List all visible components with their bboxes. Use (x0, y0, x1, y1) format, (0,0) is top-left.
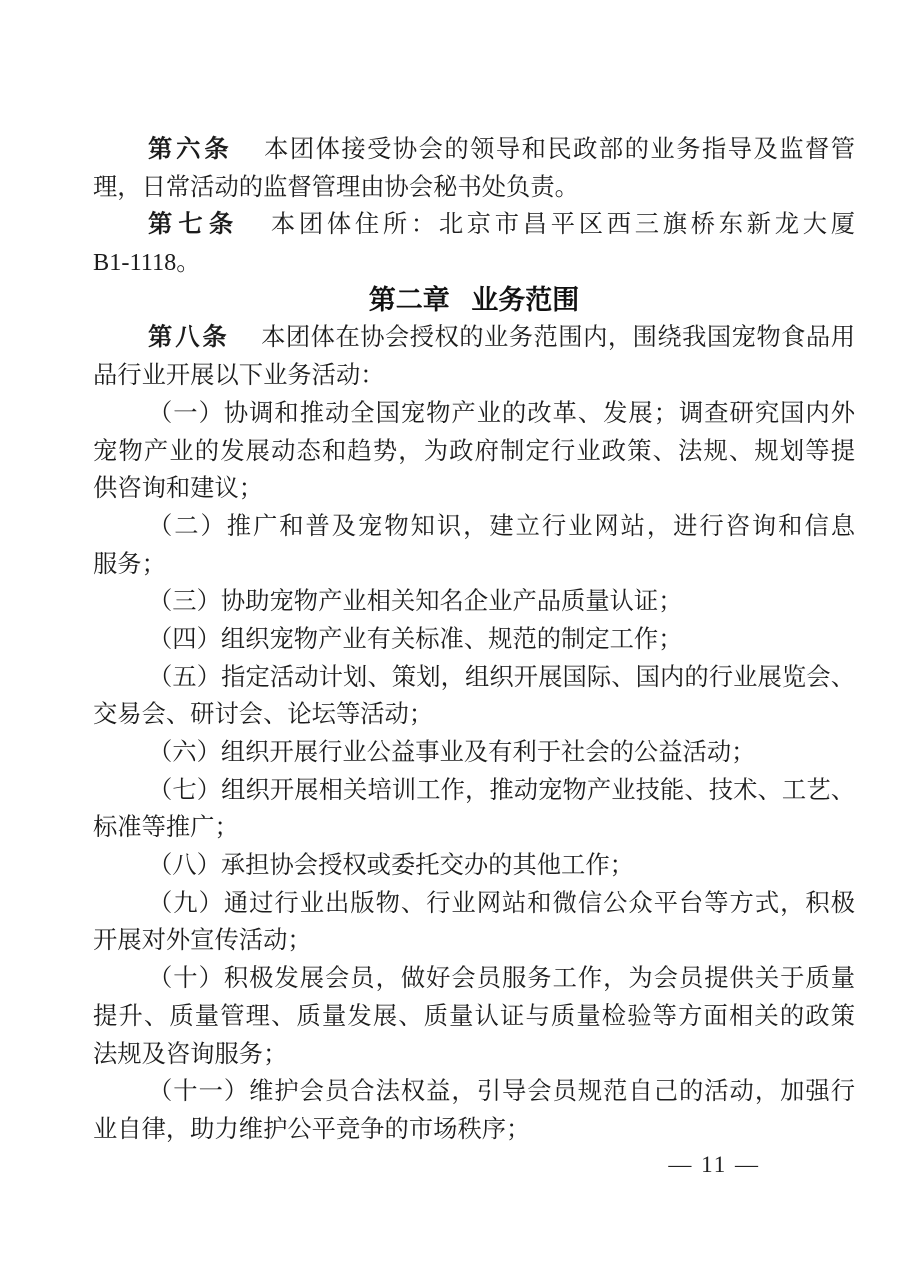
line-text: （十）积极发展会员，做好会员服务工作，为会员提供关于质量 (148, 965, 855, 993)
item-5-line-2 (93, 696, 855, 734)
line-text: （二）推广和普及宠物知识，建立行业网站，进行咨询和信息 (148, 512, 855, 540)
article-7-label: 第七条 (148, 211, 240, 239)
article-8-label: 第八条 (148, 324, 230, 352)
line-text: （五）指定活动计划、策划，组织开展国际、国内的行业展览会、 (148, 663, 855, 691)
article-7-line-1 (93, 206, 855, 244)
page-content (93, 131, 855, 1149)
item-8-line-1 (93, 847, 855, 885)
line-text: 供咨询和建议； (93, 475, 264, 503)
item-5-line-1 (93, 659, 855, 697)
line-text: 理，日常活动的监督管理由协会秘书处负责。 (93, 173, 579, 201)
item-10-line-1 (93, 960, 855, 998)
line-text: （十一）维护会员合法权益，引导会员规范自己的活动，加强行 (148, 1078, 855, 1106)
item-4-line-1 (93, 621, 855, 659)
item-1-line-3 (93, 470, 855, 508)
article-6-label: 第六条 (148, 136, 233, 163)
item-3-line-1 (93, 583, 855, 621)
page-number: — 11 — (668, 1152, 760, 1177)
chapter-title: 业务范围 (471, 284, 580, 315)
item-1-line-2 (93, 433, 855, 471)
chapter-number: 第二章 (368, 284, 450, 315)
line-text: （一）协调和推动全国宠物产业的改革、发展；调查研究国内外 (148, 399, 855, 427)
line-text: 本团体接受协会的领导和民政部的业务指导及监督管 (264, 136, 856, 163)
article-6-line-1 (93, 131, 855, 169)
item-7-line-2 (93, 809, 855, 847)
line-text: （四）组织宠物产业有关标准、规范的制定工作； (148, 625, 683, 653)
item-10-line-2 (93, 998, 855, 1036)
article-8-line-2 (93, 357, 855, 395)
line-text: （八）承担协会授权或委托交办的其他工作； (148, 852, 634, 880)
line-text: 提升、质量管理、质量发展、质量认证与质量检验等方面相关的政策 (93, 1002, 855, 1030)
item-1-line-1 (93, 395, 855, 433)
line-text: 品行业开展以下业务活动： (93, 362, 385, 390)
chapter-heading (93, 282, 855, 320)
line-text: B1-1118。 (93, 249, 201, 277)
line-text: 宠物产业的发展动态和趋势，为政府制定行业政策、法规、规划等提 (93, 437, 855, 465)
line-text: （六）组织开展行业公益事业及有利于社会的公益活动； (148, 739, 756, 766)
line-text: 标准等推广； (93, 814, 239, 842)
item-9-line-1 (93, 885, 855, 923)
item-10-line-3 (93, 1036, 855, 1074)
item-7-line-1 (93, 772, 855, 810)
line-text: （七）组织开展相关培训工作，推动宠物产业技能、技术、工艺、 (148, 776, 855, 804)
line-text: 本团体在协会授权的业务范围内，围绕我国宠物食品用 (261, 324, 855, 352)
line-text: 开展对外宣传活动； (93, 927, 312, 955)
line-text: 法规及咨询服务； (93, 1040, 288, 1068)
line-text: 本团体住所：北京市昌平区西三旗桥东新龙大厦 (270, 211, 856, 239)
item-9-line-2 (93, 922, 855, 960)
line-text: 交易会、研讨会、论坛等活动； (93, 701, 434, 729)
line-text: 业自律，助力维护公平竞争的市场秩序； (93, 1115, 531, 1143)
item-2-line-2 (93, 546, 855, 584)
article-8-line-1 (93, 319, 855, 357)
article-7-line-2 (93, 244, 855, 282)
item-6-line-1 (93, 734, 855, 772)
line-text: （三）协助宠物产业相关知名企业产品质量认证； (148, 588, 683, 616)
line-text: 服务； (93, 550, 166, 578)
item-11-line-2 (93, 1111, 855, 1149)
item-2-line-1 (93, 508, 855, 546)
item-11-line-1 (93, 1073, 855, 1111)
line-text: （九）通过行业出版物、行业网站和微信公众平台等方式，积极 (148, 889, 855, 917)
article-6-line-2 (93, 169, 855, 207)
